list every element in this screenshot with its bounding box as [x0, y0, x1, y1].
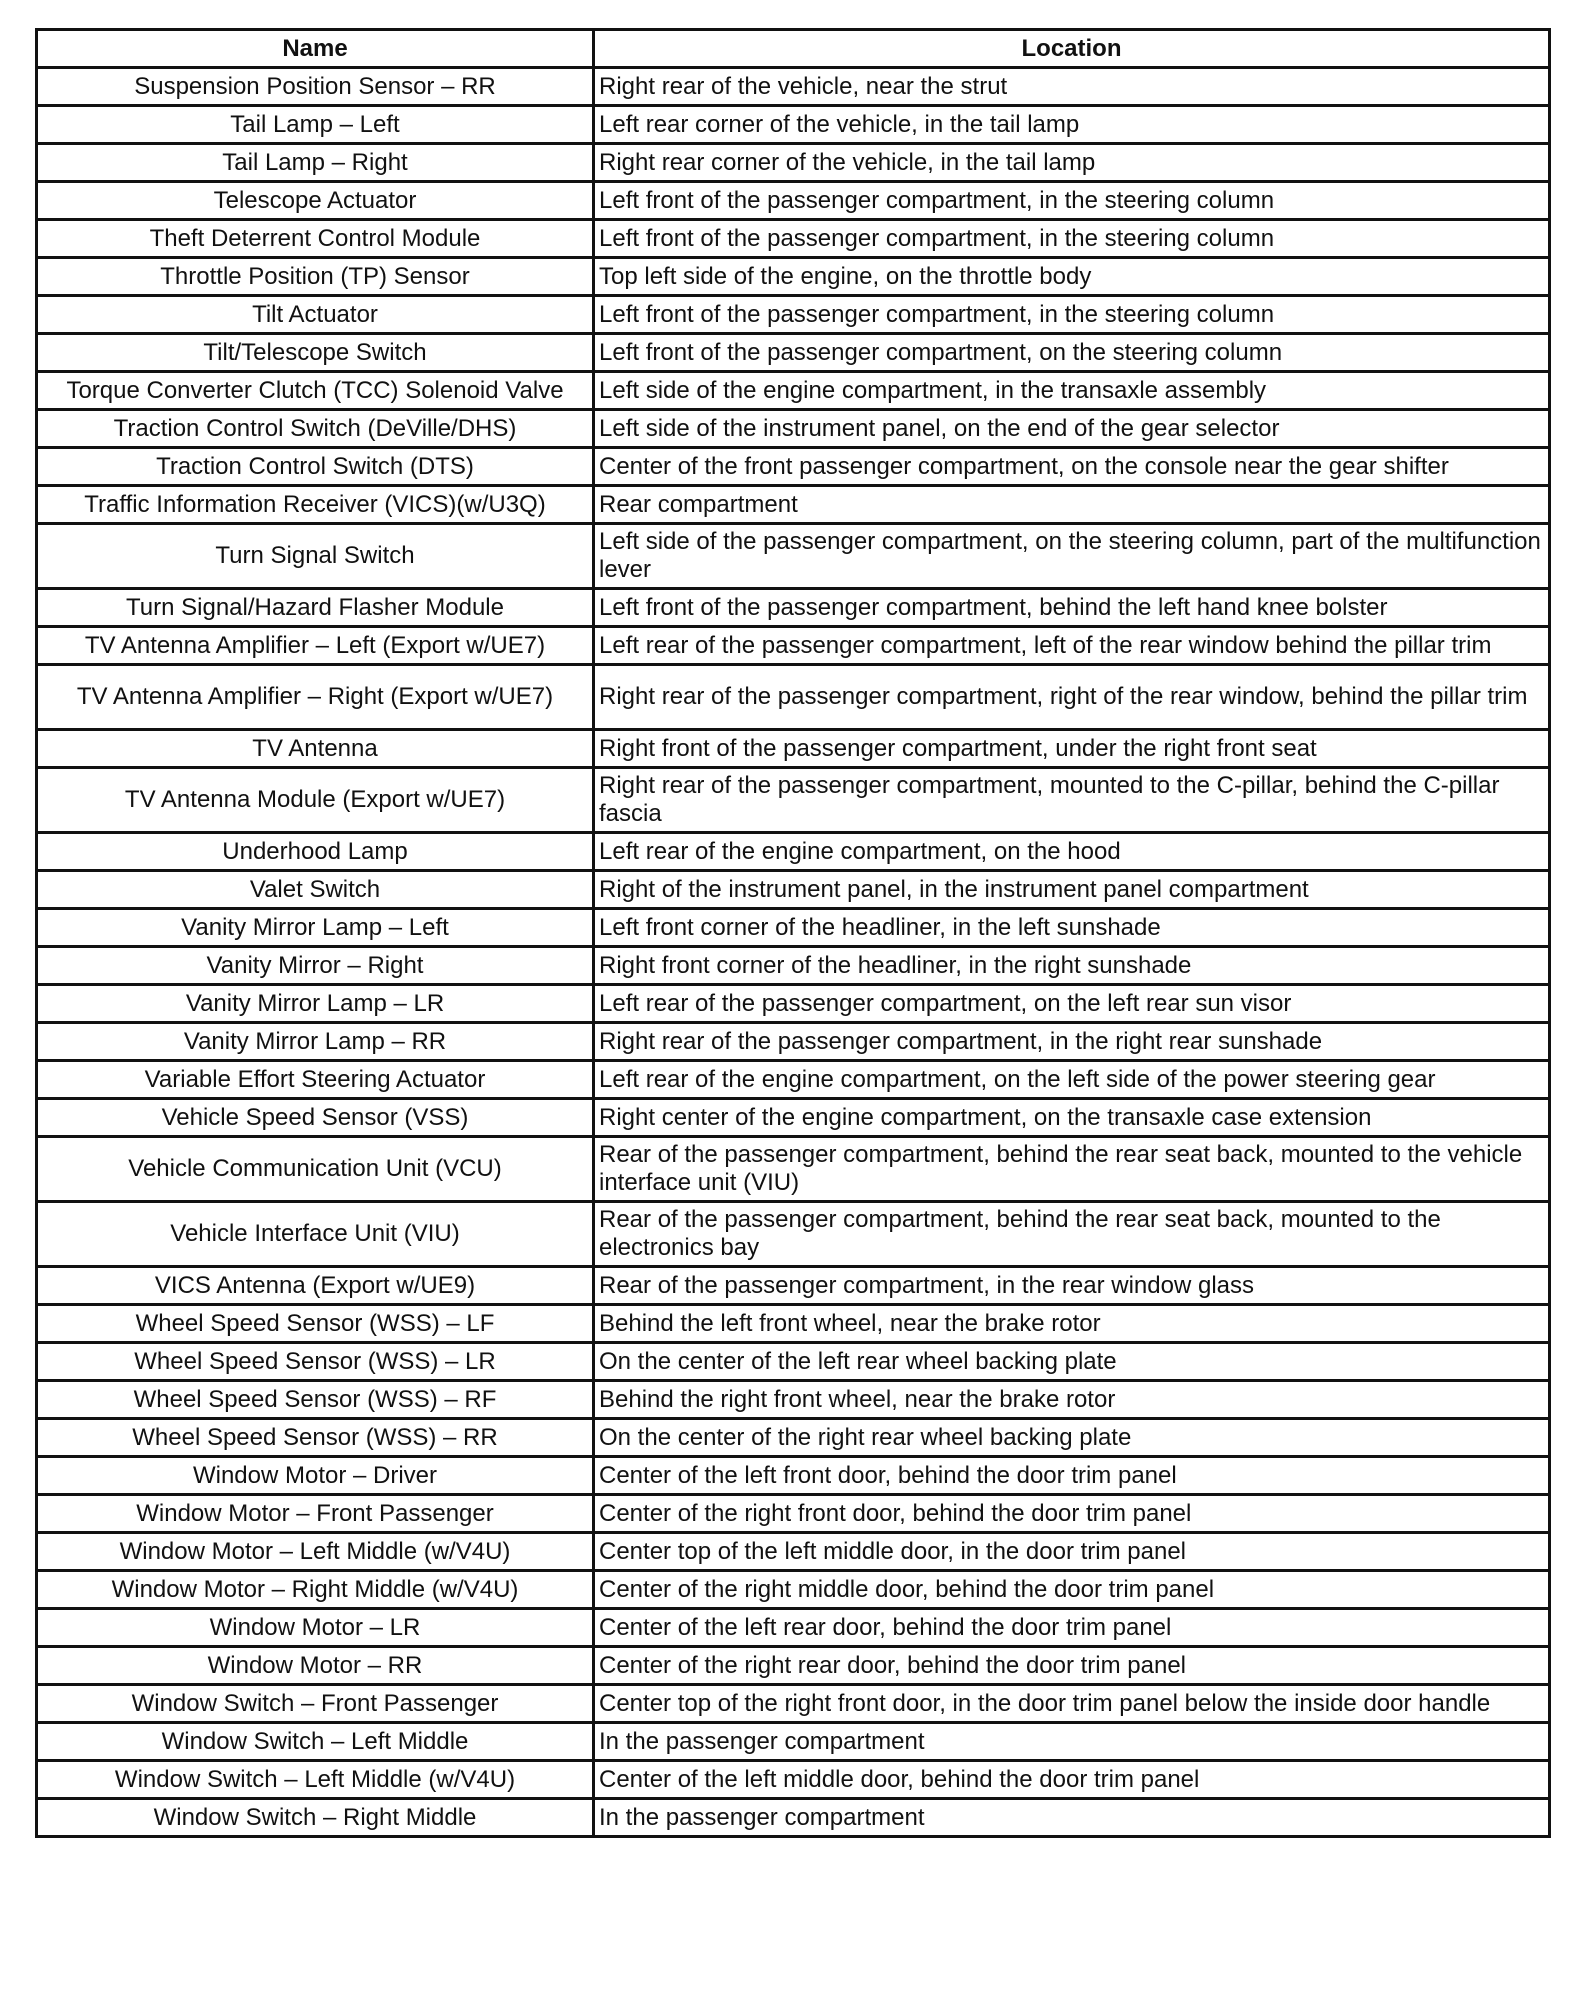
component-name-cell: Window Motor – Left Middle (w/V4U): [37, 1533, 594, 1571]
table-row: [37, 909, 1550, 947]
component-location-cell: In the passenger compartment: [594, 1723, 1550, 1761]
component-name-cell: Underhood Lamp: [37, 833, 594, 871]
component-location-cell: Center of the left middle door, behind the door trim panel: [594, 1761, 1550, 1799]
table-row: [37, 768, 1550, 833]
table-row: [37, 106, 1550, 144]
table-row: [37, 1305, 1550, 1343]
component-name-cell: Vanity Mirror Lamp – RR: [37, 1023, 594, 1061]
table-row: [37, 627, 1550, 665]
component-location-cell: Right rear corner of the vehicle, in the tail lamp: [594, 144, 1550, 182]
component-location-cell: In the passenger compartment: [594, 1799, 1550, 1837]
header-row: [37, 30, 1550, 68]
table-row: [37, 1457, 1550, 1495]
table-row: [37, 372, 1550, 410]
component-name-cell: Wheel Speed Sensor (WSS) – LR: [37, 1343, 594, 1381]
component-location-cell: Left front of the passenger compartment, in the steering column: [594, 182, 1550, 220]
table-row: [37, 524, 1550, 589]
table-row: [37, 1061, 1550, 1099]
component-location-cell: Left front of the passenger compartment, behind the left hand knee bolster: [594, 589, 1550, 627]
component-name-cell: Telescope Actuator: [37, 182, 594, 220]
component-name-cell: TV Antenna: [37, 730, 594, 768]
component-location-cell: Left rear of the passenger compartment, on the left rear sun visor: [594, 985, 1550, 1023]
component-name-cell: Valet Switch: [37, 871, 594, 909]
table-row: [37, 334, 1550, 372]
component-name-cell: Torque Converter Clutch (TCC) Solenoid Valve: [37, 372, 594, 410]
component-location-cell: Left side of the passenger compartment, on the steering column, part of the multifunction lever: [594, 524, 1550, 589]
component-name-cell: Vehicle Interface Unit (VIU): [37, 1202, 594, 1267]
table-row: [37, 1647, 1550, 1685]
component-name-cell: Turn Signal Switch: [37, 524, 594, 589]
component-name-cell: Tail Lamp – Right: [37, 144, 594, 182]
component-location-cell: Center top of the left middle door, in the door trim panel: [594, 1533, 1550, 1571]
component-name-cell: Suspension Position Sensor – RR: [37, 68, 594, 106]
component-location-cell: Rear compartment: [594, 486, 1550, 524]
table-row: [37, 258, 1550, 296]
component-name-cell: TV Antenna Amplifier – Right (Export w/UE7): [37, 665, 594, 730]
component-location-cell: Center of the left rear door, behind the door trim panel: [594, 1609, 1550, 1647]
component-location-cell: Left front of the passenger compartment, in the steering column: [594, 220, 1550, 258]
table-body: [37, 68, 1550, 1837]
table-row: [37, 1799, 1550, 1837]
component-location-cell: Center of the right rear door, behind the door trim panel: [594, 1647, 1550, 1685]
component-location-cell: Behind the right front wheel, near the brake rotor: [594, 1381, 1550, 1419]
component-location-cell: Right front corner of the headliner, in the right sunshade: [594, 947, 1550, 985]
component-location-cell: Left rear of the passenger compartment, left of the rear window behind the pillar trim: [594, 627, 1550, 665]
component-name-cell: Wheel Speed Sensor (WSS) – RR: [37, 1419, 594, 1457]
component-name-cell: Window Motor – Right Middle (w/V4U): [37, 1571, 594, 1609]
table-row: [37, 1137, 1550, 1202]
table-row: [37, 871, 1550, 909]
component-name-cell: VICS Antenna (Export w/UE9): [37, 1267, 594, 1305]
header-location: Location: [594, 30, 1550, 68]
table-row: [37, 665, 1550, 730]
table-row: [37, 144, 1550, 182]
component-name-cell: Traffic Information Receiver (VICS)(w/U3Q): [37, 486, 594, 524]
component-name-cell: Theft Deterrent Control Module: [37, 220, 594, 258]
component-location-cell: Right rear of the vehicle, near the strut: [594, 68, 1550, 106]
table-row: [37, 1099, 1550, 1137]
component-location-cell: Left front of the passenger compartment, on the steering column: [594, 334, 1550, 372]
component-location-cell: Center top of the right front door, in the door trim panel below the inside door handle: [594, 1685, 1550, 1723]
table-row: [37, 985, 1550, 1023]
component-name-cell: Traction Control Switch (DTS): [37, 448, 594, 486]
component-location-cell: Right rear of the passenger compartment, in the right rear sunshade: [594, 1023, 1550, 1061]
table-row: [37, 1723, 1550, 1761]
component-name-cell: Variable Effort Steering Actuator: [37, 1061, 594, 1099]
component-name-cell: Window Motor – Driver: [37, 1457, 594, 1495]
component-name-cell: Window Motor – RR: [37, 1647, 594, 1685]
component-name-cell: Wheel Speed Sensor (WSS) – RF: [37, 1381, 594, 1419]
table-row: [37, 1571, 1550, 1609]
component-location-cell: Top left side of the engine, on the throttle body: [594, 258, 1550, 296]
table-row: [37, 1419, 1550, 1457]
component-name-cell: Window Switch – Front Passenger: [37, 1685, 594, 1723]
table-row: [37, 833, 1550, 871]
component-location-cell: Left side of the instrument panel, on the end of the gear selector: [594, 410, 1550, 448]
component-name-cell: Tail Lamp – Left: [37, 106, 594, 144]
component-location-cell: Center of the front passenger compartment, on the console near the gear shifter: [594, 448, 1550, 486]
component-location-cell: Left rear of the engine compartment, on the hood: [594, 833, 1550, 871]
component-name-cell: TV Antenna Amplifier – Left (Export w/UE7): [37, 627, 594, 665]
header-name: Name: [37, 30, 594, 68]
component-location-cell: Center of the right middle door, behind the door trim panel: [594, 1571, 1550, 1609]
component-location-cell: Right rear of the passenger compartment, right of the rear window, behind the pillar trim: [594, 665, 1550, 730]
component-name-cell: Turn Signal/Hazard Flasher Module: [37, 589, 594, 627]
component-location-cell: Left front corner of the headliner, in the left sunshade: [594, 909, 1550, 947]
table-row: [37, 486, 1550, 524]
table-row: [37, 1609, 1550, 1647]
component-location-cell: On the center of the right rear wheel backing plate: [594, 1419, 1550, 1457]
table-row: [37, 410, 1550, 448]
table-row: [37, 1685, 1550, 1723]
table-row: [37, 947, 1550, 985]
component-name-cell: Window Switch – Left Middle (w/V4U): [37, 1761, 594, 1799]
component-location-cell: Left rear corner of the vehicle, in the tail lamp: [594, 106, 1550, 144]
table-row: [37, 1495, 1550, 1533]
table-row: [37, 448, 1550, 486]
table-row: [37, 589, 1550, 627]
component-name-cell: Tilt Actuator: [37, 296, 594, 334]
component-location-cell: Right rear of the passenger compartment, mounted to the C-pillar, behind the C-pillar fascia: [594, 768, 1550, 833]
component-name-cell: Tilt/Telescope Switch: [37, 334, 594, 372]
component-location-cell: Right center of the engine compartment, on the transaxle case extension: [594, 1099, 1550, 1137]
table-row: [37, 296, 1550, 334]
component-location-cell: Right front of the passenger compartment, under the right front seat: [594, 730, 1550, 768]
component-name-cell: Vanity Mirror – Right: [37, 947, 594, 985]
table-row: [37, 1343, 1550, 1381]
component-location-cell: Rear of the passenger compartment, behind the rear seat back, mounted to the electronics bay: [594, 1202, 1550, 1267]
table-row: [37, 1761, 1550, 1799]
component-name-cell: Vehicle Communication Unit (VCU): [37, 1137, 594, 1202]
component-name-cell: Window Motor – LR: [37, 1609, 594, 1647]
component-name-cell: Vehicle Speed Sensor (VSS): [37, 1099, 594, 1137]
component-location-cell: Left front of the passenger compartment, in the steering column: [594, 296, 1550, 334]
component-name-cell: TV Antenna Module (Export w/UE7): [37, 768, 594, 833]
component-name-cell: Traction Control Switch (DeVille/DHS): [37, 410, 594, 448]
component-name-cell: Window Switch – Left Middle: [37, 1723, 594, 1761]
component-location-table: [35, 28, 1551, 1838]
table-row: [37, 182, 1550, 220]
table-row: [37, 1202, 1550, 1267]
table-row: [37, 220, 1550, 258]
table-row: [37, 1267, 1550, 1305]
component-location-cell: Left rear of the engine compartment, on the left side of the power steering gear: [594, 1061, 1550, 1099]
table-row: [37, 1023, 1550, 1061]
table-row: [37, 1381, 1550, 1419]
component-location-cell: Left side of the engine compartment, in the transaxle assembly: [594, 372, 1550, 410]
component-location-cell: Right of the instrument panel, in the instrument panel compartment: [594, 871, 1550, 909]
table-row: [37, 68, 1550, 106]
component-name-cell: Wheel Speed Sensor (WSS) – LF: [37, 1305, 594, 1343]
table-row: [37, 730, 1550, 768]
component-location-cell: Center of the right front door, behind the door trim panel: [594, 1495, 1550, 1533]
component-name-cell: Vanity Mirror Lamp – LR: [37, 985, 594, 1023]
component-location-cell: Rear of the passenger compartment, in the rear window glass: [594, 1267, 1550, 1305]
component-location-cell: Rear of the passenger compartment, behind the rear seat back, mounted to the vehicle interface unit (VIU): [594, 1137, 1550, 1202]
component-location-cell: Center of the left front door, behind the door trim panel: [594, 1457, 1550, 1495]
component-location-cell: Behind the left front wheel, near the brake rotor: [594, 1305, 1550, 1343]
component-name-cell: Window Switch – Right Middle: [37, 1799, 594, 1837]
table-row: [37, 1533, 1550, 1571]
component-name-cell: Window Motor – Front Passenger: [37, 1495, 594, 1533]
component-name-cell: Vanity Mirror Lamp – Left: [37, 909, 594, 947]
component-name-cell: Throttle Position (TP) Sensor: [37, 258, 594, 296]
component-location-cell: On the center of the left rear wheel backing plate: [594, 1343, 1550, 1381]
